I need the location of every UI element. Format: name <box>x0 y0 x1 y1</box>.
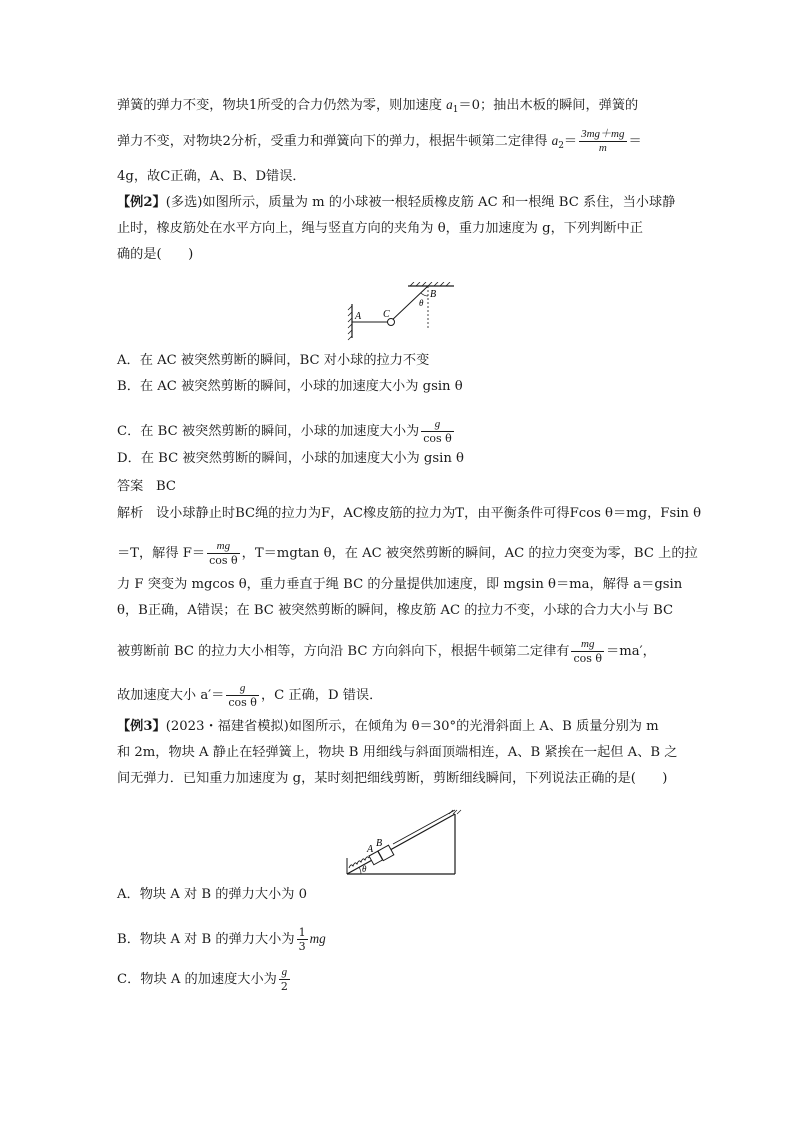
denominator: cos θ <box>228 696 257 709</box>
example-2-line-1 <box>117 194 675 212</box>
text: 弹簧的弹力不变，物块1所受的合力仍然为零，则加速度 <box>117 98 447 113</box>
text: ＝ma′， <box>606 644 656 659</box>
label-a: A <box>355 311 362 322</box>
numerator: g <box>421 418 454 432</box>
denominator: cos θ <box>209 554 238 567</box>
text: ＝ <box>628 134 642 149</box>
denominator: m <box>598 142 607 154</box>
fraction <box>421 418 454 445</box>
text: C．物块 A 的加速度大小为 <box>117 972 277 987</box>
text: ＝0；抽出木板的瞬间，弹簧的 <box>458 98 639 113</box>
denominator: 3 <box>298 940 306 953</box>
label-b: B <box>376 838 383 849</box>
denominator: cos θ <box>573 652 603 665</box>
denominator: 2 <box>280 980 288 993</box>
example-2-line-2: 止时，橡皮筋处在水平方向上，绳与竖直方向的夹角为 θ，重力加速度为 g，下列判断中正 <box>117 221 643 236</box>
example-2-option-b: B．在 AC 被突然剪断的瞬间，小球的加速度大小为 gsin θ <box>117 379 463 394</box>
label-theta: θ <box>362 864 367 874</box>
fraction <box>579 128 626 155</box>
text: (多选)如图所示，质量为 m 的小球被一根轻质橡皮筋 AC 和一根绳 BC 系住，当小球静 <box>165 195 676 210</box>
text: 弹力不变，对物块2分析，受重力和弹簧向下的弹力，根据牛顿第二定律得 <box>117 134 552 149</box>
denominator: cos θ <box>423 432 452 445</box>
example-tag: 【例2】 <box>117 195 166 210</box>
answer-label: 答案 <box>117 479 144 494</box>
fraction <box>207 540 240 567</box>
label-theta: θ <box>419 298 424 308</box>
paragraph-line-1 <box>117 96 638 119</box>
example-2-line-3: 确的是( ) <box>117 247 194 262</box>
var: a <box>446 97 453 112</box>
example-tag: 【例3】 <box>117 719 166 734</box>
numerator: g <box>226 682 259 696</box>
label-c: C <box>383 309 390 320</box>
example-3-option-c <box>117 966 292 993</box>
paragraph-line-3: 4g，故C正确，A、B、D错误． <box>117 169 306 184</box>
analysis-line-1 <box>117 505 701 523</box>
analysis-line-4: θ，B正确，A错误；在 BC 被突然剪断的瞬间，橡皮筋 AC 的拉力不变，小球的合力大小与 BC <box>117 603 674 618</box>
analysis-line-2 <box>117 540 698 567</box>
label-b: B <box>430 289 437 300</box>
example-3-option-a: A．物块 A 对 B 的弹力大小为 0 <box>117 887 307 902</box>
answer-line <box>117 478 176 496</box>
fraction <box>571 638 604 665</box>
fraction <box>279 966 290 993</box>
figure-ball-rubber-band <box>342 282 462 344</box>
example-2-option-d: D．在 BC 被突然剪断的瞬间，小球的加速度大小为 gsin θ <box>117 451 464 466</box>
text: 故加速度大小 a′＝ <box>117 688 225 703</box>
example-3-option-b <box>117 926 326 953</box>
var: a <box>551 133 559 148</box>
numerator: 3mg＋mg <box>581 128 625 140</box>
analysis-line-6 <box>117 682 382 709</box>
example-3-line-3: 间无弹力．已知重力加速度为 g，某时刻把细线剪断，剪断细线瞬间，下列说法正确的是( ) <box>117 771 668 786</box>
subscript: 1 <box>452 105 459 115</box>
answer-value: BC <box>155 479 176 494</box>
text: 设小球静止时BC绳的拉力为F，AC橡皮筋的拉力为T，由平衡条件可得Fcos θ＝mg，Fsin θ <box>155 506 702 521</box>
analysis-line-3: 力 F 突变为 mgcos θ，重力垂直于绳 BC 的分量提供加速度，即 mgsin θ＝ma，解得 a＝gsin <box>117 577 683 592</box>
fraction <box>297 926 308 953</box>
numerator: g <box>279 966 290 980</box>
numerator: 1 <box>298 926 306 939</box>
numerator: mg <box>571 638 604 652</box>
text: B．物块 A 对 B 的弹力大小为 <box>117 932 295 947</box>
text: ＝T，解得 F＝ <box>117 546 206 561</box>
text: ＝ <box>563 134 578 149</box>
analysis-label: 解析 <box>117 506 144 521</box>
example-2-option-c <box>117 418 456 445</box>
subscript: 2 <box>558 141 564 151</box>
example-3-line-1 <box>117 718 659 736</box>
text: (2023・福建省模拟)如图所示，在倾角为 θ＝30°的光滑斜面上 A、B 质量分别为 m <box>165 719 659 734</box>
numerator: mg <box>207 540 240 554</box>
text: C．在 BC 被突然剪断的瞬间，小球的加速度大小为 <box>117 424 420 439</box>
figure-incline-spring-blocks <box>343 800 463 880</box>
fraction <box>226 682 259 709</box>
text: ，T＝mgtan θ，在 AC 被突然剪断的瞬间，AC 的拉力突变为零，BC 上的拉 <box>241 546 698 561</box>
paragraph-line-2 <box>117 128 642 155</box>
text: mg <box>309 931 326 946</box>
text: ，C 正确，D 错误． <box>260 688 383 703</box>
example-3-line-2: 和 2m，物块 A 静止在轻弹簧上，物块 B 用细线与斜面顶端相连，A、B 紧挨在一起但 A、B 之 <box>117 745 678 760</box>
example-2-option-a: A．在 AC 被突然剪断的瞬间，BC 对小球的拉力不变 <box>117 353 430 368</box>
text: 被剪断前 BC 的拉力大小相等，方向沿 BC 方向斜向下，根据牛顿第二定律有 <box>117 644 570 659</box>
label-a: A <box>367 844 374 855</box>
analysis-line-5 <box>117 638 656 665</box>
